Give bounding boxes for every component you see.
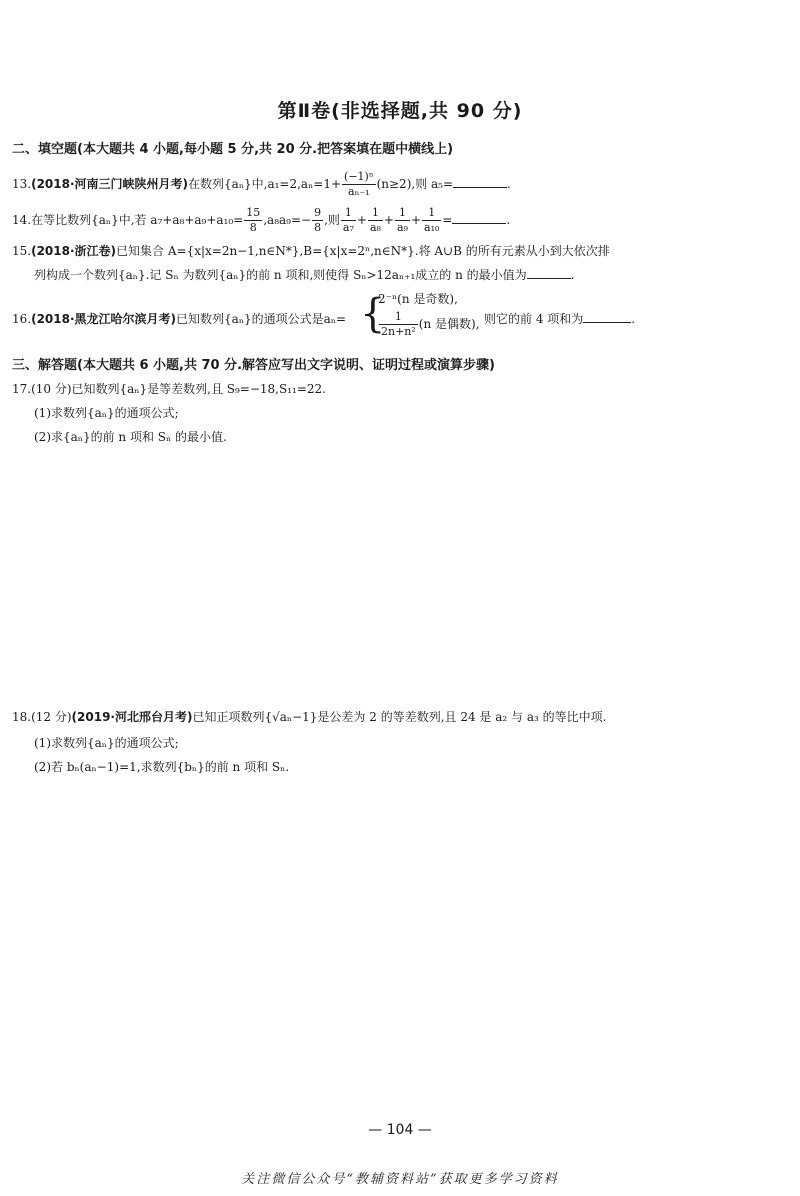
question-16 bbox=[12, 310, 346, 327]
piecewise-case-even: $\frac{1}{\text{2n+n²}}$ (n 是偶数), bbox=[381, 310, 480, 338]
question-source: (2019·河北邢台月考) bbox=[71, 710, 193, 724]
section-heading-solutions: 三、解答题(本大题共 6 小题,共 70 分.解答应写出文字说明、证明过程或演算步骤) bbox=[12, 358, 495, 373]
fraction: $\frac{9}{8}$ bbox=[314, 206, 322, 234]
question-number: 14. bbox=[12, 213, 32, 227]
question-text: 在等比数列{aₙ}中,若 a₇+a₈+a₉+a₁₀= bbox=[31, 213, 244, 227]
plus-sign: + bbox=[410, 213, 422, 227]
page-title: 第Ⅱ卷(非选择题,共 90 分) bbox=[277, 100, 523, 122]
question-14: 14.在等比数列{aₙ}中,若 a₇+a₈+a₉+a₁₀= $\frac{15}{8}$ ,a₈a₉=− $\frac{9}{8}$ ,则 $\frac{1}{\text{a₇}}$ + $\frac{1}{\text{a₈}}$ + $\frac{1}{\text{a₉}}$ + $\frac{1}{\text{a₁₀}}$ = . bbox=[12, 206, 511, 234]
question-17-part1: (1)求数列{aₙ}的通项公式; bbox=[34, 406, 179, 420]
question-18-part2: (2)若 bₙ(aₙ−1)=1,求数列{bₙ}的前 n 项和 Sₙ. bbox=[34, 760, 290, 774]
question-text: 已知数列{aₙ}的通项公式是aₙ= bbox=[176, 312, 347, 326]
question-18 bbox=[12, 708, 606, 725]
fraction: $\frac{1}{\text{a₈}}$ bbox=[369, 206, 381, 234]
question-number: 13. bbox=[12, 177, 32, 191]
question-17: 17.(10 分)已知数列{aₙ}是等差数列,且 S₉=−18,S₁₁=22. bbox=[12, 382, 326, 396]
question-source: (2018·黑龙江哈尔滨月考) bbox=[31, 312, 177, 326]
question-text: 在数列{aₙ}中,a₁=2,aₙ=1+ bbox=[188, 177, 342, 191]
fraction: $\frac{\text{(−1)ⁿ}}{\text{aₙ₋₁}}$ bbox=[344, 170, 374, 198]
piecewise-case-odd: 2⁻ⁿ(n 是奇数), bbox=[378, 292, 458, 306]
question-15-line2: 列构成一个数列{aₙ}.记 Sₙ 为数列{aₙ}的前 n 项和,则使得 Sₙ>12aₙ₊₁成立的 n 的最小值为 . bbox=[34, 268, 575, 282]
footer-note: 关注微信公众号“教辅资料站”获取更多学习资料 bbox=[241, 1172, 559, 1187]
question-number: 18.(12 分) bbox=[12, 710, 72, 724]
question-text: 已知集合 A={x|x=2n−1,n∈N*},B={x|x=2ⁿ,n∈N*}.将 A∪B 的所有元素从小到大依次排 bbox=[116, 244, 610, 258]
piecewise-brace: { bbox=[360, 291, 386, 337]
question-text: 已知正项数列{√aₙ−1}是公差为 2 的等差数列,且 24 是 a₂ 与 a₃ 的等比中项. bbox=[192, 710, 607, 724]
answer-blank[interactable] bbox=[453, 175, 507, 188]
question-text: ,a₈a₉=− bbox=[263, 213, 312, 227]
question-number: 16. bbox=[12, 312, 32, 326]
fraction: $\frac{1}{\text{2n+n²}}$ bbox=[381, 310, 416, 338]
page-number: — 104 — bbox=[368, 1122, 432, 1138]
question-source: (2018·河南三门峡陕州月考) bbox=[31, 177, 189, 191]
fraction: $\frac{1}{\text{a₇}}$ bbox=[342, 206, 354, 234]
fraction: $\frac{1}{\text{a₉}}$ bbox=[396, 206, 408, 234]
answer-blank[interactable] bbox=[583, 310, 631, 323]
question-16-tail: 则它的前 4 项和为 . bbox=[484, 312, 636, 326]
fraction: $\frac{1}{\text{a₁₀}}$ bbox=[424, 206, 440, 234]
answer-blank[interactable] bbox=[452, 211, 506, 224]
plus-sign: + bbox=[383, 213, 394, 227]
question-13: 13.(2018·河南三门峡陕州月考)在数列{aₙ}中,a₁=2,aₙ=1+ $\frac{\text{(−1)ⁿ}}{\text{aₙ₋₁}}$ (n≥2),则 a₅= . bbox=[12, 170, 511, 198]
question-text: 则它的前 4 项和为 bbox=[484, 312, 584, 326]
plus-sign: + bbox=[356, 213, 367, 227]
equals-sign: = bbox=[442, 213, 453, 227]
answer-blank[interactable] bbox=[527, 266, 571, 279]
fraction: $\frac{15}{8}$ bbox=[246, 206, 261, 234]
question-text: 列构成一个数列{aₙ}.记 Sₙ 为数列{aₙ}的前 n 项和,则使得 Sₙ>12aₙ₊₁成立的 n 的最小值为 bbox=[34, 268, 527, 282]
question-15 bbox=[12, 242, 610, 259]
question-source: (2018·浙江卷) bbox=[31, 244, 117, 258]
question-text: ,则 bbox=[324, 213, 340, 227]
question-text: (n≥2),则 a₅= bbox=[376, 177, 454, 191]
question-17-part2: (2)求{aₙ}的前 n 项和 Sₙ 的最小值. bbox=[34, 430, 227, 444]
question-18-part1: (1)求数列{aₙ}的通项公式; bbox=[34, 736, 179, 750]
section-heading-fill-in: 二、填空题(本大题共 4 小题,每小题 5 分,共 20 分.把答案填在题中横线上) bbox=[12, 142, 454, 157]
question-number: 15. bbox=[12, 244, 32, 258]
